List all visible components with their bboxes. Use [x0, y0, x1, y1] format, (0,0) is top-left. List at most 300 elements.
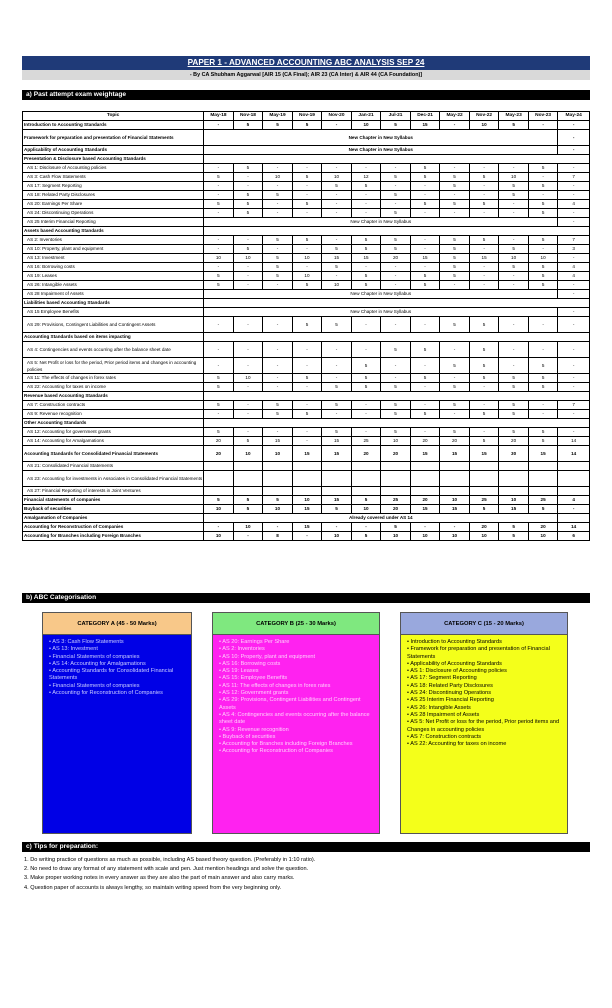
- category-b-item: • AS 29: Provisions, Contingent Liabilities and Contingent Assets: [219, 697, 373, 712]
- value-cell: -: [558, 164, 590, 173]
- column-header-attempt: Nov-23: [528, 112, 558, 121]
- value-cell: 30: [499, 446, 529, 462]
- category-c-item: • AS 28 Impairment of Assets: [407, 712, 561, 719]
- value-cell: 5: [499, 410, 529, 419]
- value-cell: -: [233, 358, 263, 374]
- table-row: [23, 182, 590, 191]
- value-cell: 14: [558, 437, 590, 446]
- value-cell: -: [204, 358, 234, 374]
- topic-cell: AS 12: Accounting for government grants: [23, 428, 204, 437]
- value-cell: [558, 462, 590, 471]
- table-row: [23, 496, 590, 505]
- value-cell: 5: [351, 383, 381, 392]
- value-cell: -: [469, 191, 499, 200]
- value-cell: 15: [410, 121, 440, 130]
- category-c-box: [400, 612, 568, 834]
- value-cell: -: [322, 121, 352, 130]
- value-cell: 5: [233, 245, 263, 254]
- value-cell: 4: [558, 200, 590, 209]
- value-cell: 5: [204, 401, 234, 410]
- value-cell: [351, 462, 381, 471]
- table-row: [23, 200, 590, 209]
- category-c-item: • AS 25 Interim Financial Reporting: [407, 697, 561, 704]
- column-header-attempt: Nov-18: [233, 112, 263, 121]
- value-cell: -: [469, 401, 499, 410]
- value-cell: [410, 462, 440, 471]
- value-cell: -: [410, 236, 440, 245]
- value-cell: [292, 487, 322, 496]
- table-row: [23, 254, 590, 263]
- value-cell: -: [499, 281, 529, 290]
- value-cell: 10: [263, 505, 293, 514]
- value-cell: 5: [263, 236, 293, 245]
- value-cell: -: [233, 263, 263, 272]
- value-cell: -: [410, 383, 440, 392]
- value-cell: 5: [410, 164, 440, 173]
- value-cell: 5: [469, 317, 499, 333]
- value-cell: 5: [469, 374, 499, 383]
- value-cell: -: [233, 410, 263, 419]
- value-cell: 15: [263, 437, 293, 446]
- value-cell: 10: [440, 496, 470, 505]
- category-b-item: • AS 20: Earnings Per Share: [219, 639, 373, 646]
- value-cell: 5: [528, 209, 558, 218]
- table-row: [23, 164, 590, 173]
- category-a-item: • Financial Statements of companies: [49, 683, 185, 690]
- value-cell: -: [381, 200, 411, 209]
- value-cell: -: [263, 317, 293, 333]
- value-cell: 7: [558, 173, 590, 182]
- value-cell: [499, 487, 529, 496]
- value-cell: 20: [440, 437, 470, 446]
- value-cell: -: [204, 523, 234, 532]
- exam-weightage-table: [22, 111, 590, 541]
- topic-cell: AS 27: Financial Reporting of interests in Joint Ventures: [23, 487, 204, 496]
- topic-cell: AS 1: Disclosure of Accounting policies: [23, 164, 204, 173]
- value-cell: 5: [351, 358, 381, 374]
- value-cell: 5: [263, 191, 293, 200]
- value-cell: -: [499, 236, 529, 245]
- value-cell: 5: [204, 200, 234, 209]
- value-cell: 20: [410, 437, 440, 446]
- category-c-list: [401, 635, 567, 752]
- value-cell: -: [351, 523, 381, 532]
- value-cell: 15: [469, 254, 499, 263]
- value-cell: -: [558, 209, 590, 218]
- topic-cell: Revenue based Accounting Standards: [23, 392, 204, 401]
- value-cell: 10: [204, 505, 234, 514]
- value-cell: -: [263, 200, 293, 209]
- value-cell: 10: [528, 532, 558, 541]
- table-row: [23, 333, 590, 342]
- value-cell: -: [410, 245, 440, 254]
- value-cell: 6: [558, 532, 590, 541]
- value-cell: 4: [558, 263, 590, 272]
- value-cell: -: [233, 173, 263, 182]
- value-cell: -: [263, 428, 293, 437]
- value-cell: 5: [440, 428, 470, 437]
- value-cell: 15: [528, 446, 558, 462]
- value-cell: 5: [292, 374, 322, 383]
- value-cell: 5: [499, 182, 529, 191]
- value-cell: 5: [204, 496, 234, 505]
- topic-cell: AS 7: Construction contracts: [23, 401, 204, 410]
- value-cell: 5: [381, 121, 411, 130]
- span-note-cell: New Chapter in New Syllabus: [204, 308, 558, 317]
- value-cell: -: [381, 317, 411, 333]
- value-cell: 15: [469, 446, 499, 462]
- value-cell: -: [322, 342, 352, 358]
- value-cell: -: [528, 121, 558, 130]
- value-cell: 5: [351, 281, 381, 290]
- value-cell: 5: [499, 121, 529, 130]
- category-a-item: • Financial Statements of companies: [49, 654, 185, 661]
- topic-cell: AS 22: Accounting for taxes on income: [23, 383, 204, 392]
- value-cell: 14: [558, 446, 590, 462]
- topic-cell: AS 24: Discontinuing Operations: [23, 209, 204, 218]
- value-cell: 20: [381, 446, 411, 462]
- table-row: [23, 532, 590, 541]
- category-b-item: • AS 15: Employee Benefits: [219, 675, 373, 682]
- value-cell: 5: [292, 173, 322, 182]
- column-header-topic: Topic: [23, 112, 204, 121]
- value-cell: 10: [351, 505, 381, 514]
- value-cell: -: [410, 182, 440, 191]
- value-cell: -: [440, 374, 470, 383]
- topic-cell: AS 16: Borrowing costs: [23, 263, 204, 272]
- value-cell: -: [558, 308, 590, 317]
- value-cell: 5: [499, 401, 529, 410]
- value-cell: -: [292, 209, 322, 218]
- value-cell: -: [292, 437, 322, 446]
- value-cell: 5: [292, 200, 322, 209]
- category-c-item: • AS 18: Related Party Disclosures: [407, 683, 561, 690]
- value-cell: 15: [292, 446, 322, 462]
- topic-cell: AS 2: Inventories: [23, 236, 204, 245]
- category-c-title: CATEGORY C (15 - 20 Marks): [401, 613, 567, 635]
- value-cell: -: [292, 383, 322, 392]
- tips-list: [24, 856, 584, 893]
- value-cell: 5: [292, 317, 322, 333]
- value-cell: -: [558, 317, 590, 333]
- topic-cell: Assets based Accounting Standards: [23, 227, 204, 236]
- column-header-attempt: Jan-21: [351, 112, 381, 121]
- value-cell: -: [263, 342, 293, 358]
- topic-cell: AS 17: Segment Reporting: [23, 182, 204, 191]
- value-cell: -: [558, 218, 590, 227]
- value-cell: 5: [440, 317, 470, 333]
- value-cell: 5: [499, 383, 529, 392]
- value-cell: [381, 462, 411, 471]
- topic-cell: AS 9: Revenue recognition: [23, 410, 204, 419]
- value-cell: -: [381, 263, 411, 272]
- value-cell: 5: [440, 263, 470, 272]
- value-cell: -: [499, 342, 529, 358]
- category-b-item: • AS 11: The effects of changes in forex rates: [219, 683, 373, 690]
- value-cell: 5: [410, 200, 440, 209]
- table-row: [23, 374, 590, 383]
- value-cell: -: [528, 317, 558, 333]
- value-cell: 5: [499, 428, 529, 437]
- value-cell: 5: [292, 281, 322, 290]
- table-row: [23, 505, 590, 514]
- value-cell: 10: [233, 374, 263, 383]
- value-cell: 5: [322, 505, 352, 514]
- category-c-item: • AS 17: Segment Reporting: [407, 675, 561, 682]
- value-cell: -: [351, 401, 381, 410]
- value-cell: -: [469, 383, 499, 392]
- value-cell: 10: [499, 173, 529, 182]
- value-cell: -: [469, 263, 499, 272]
- value-cell: 5: [204, 374, 234, 383]
- value-cell: 5: [440, 272, 470, 281]
- value-cell: -: [528, 401, 558, 410]
- value-cell: [233, 487, 263, 496]
- value-cell: 5: [351, 496, 381, 505]
- value-cell: [528, 462, 558, 471]
- value-cell: 5: [410, 410, 440, 419]
- value-cell: -: [558, 281, 590, 290]
- table-row: [23, 410, 590, 419]
- value-cell: -: [233, 428, 263, 437]
- value-cell: 5: [263, 496, 293, 505]
- category-b-item: • Buyback of securities: [219, 734, 373, 741]
- value-cell: -: [351, 200, 381, 209]
- section-b-heading: b) ABC Categorisation: [22, 593, 590, 603]
- value-cell: -: [351, 209, 381, 218]
- value-cell: 5: [440, 236, 470, 245]
- value-cell: -: [204, 263, 234, 272]
- value-cell: [351, 487, 381, 496]
- value-cell: -: [292, 263, 322, 272]
- value-cell: -: [410, 358, 440, 374]
- value-cell: 5: [351, 272, 381, 281]
- value-cell: 10: [381, 437, 411, 446]
- value-cell: 20: [204, 437, 234, 446]
- column-header-attempt: Dec-21: [410, 112, 440, 121]
- value-cell: -: [558, 290, 590, 299]
- value-cell: -: [469, 245, 499, 254]
- group-filler-cell: [204, 392, 590, 401]
- table-row: [23, 428, 590, 437]
- value-cell: -: [558, 358, 590, 374]
- value-cell: -: [322, 236, 352, 245]
- value-cell: 5: [322, 401, 352, 410]
- value-cell: -: [440, 410, 470, 419]
- value-cell: 5: [263, 410, 293, 419]
- value-cell: -: [440, 209, 470, 218]
- value-cell: 5: [469, 505, 499, 514]
- value-cell: -: [322, 410, 352, 419]
- value-cell: [204, 471, 234, 487]
- category-b-item: • Accounting for Reconstruction of Companies: [219, 748, 373, 755]
- value-cell: -: [558, 505, 590, 514]
- value-cell: 10: [204, 254, 234, 263]
- value-cell: 5: [440, 200, 470, 209]
- span-note-cell: New Chapter in New Syllabus: [204, 130, 558, 146]
- table-body: [23, 121, 590, 541]
- table-row: [23, 290, 590, 299]
- value-cell: -: [440, 342, 470, 358]
- value-cell: -: [233, 401, 263, 410]
- value-cell: 20: [469, 523, 499, 532]
- value-cell: -: [322, 374, 352, 383]
- value-cell: -: [263, 245, 293, 254]
- tip-item: 3. Make proper working notes in every answer as they are also the part of main answer and also carry marks.: [24, 875, 295, 882]
- value-cell: 25: [351, 437, 381, 446]
- value-cell: 15: [292, 505, 322, 514]
- value-cell: -: [440, 523, 470, 532]
- value-cell: 5: [528, 182, 558, 191]
- table-header-row: [23, 112, 590, 121]
- table-row: [23, 419, 590, 428]
- category-c-item: • Introduction to Accounting Standards: [407, 639, 561, 646]
- value-cell: -: [558, 254, 590, 263]
- value-cell: 15: [322, 437, 352, 446]
- table-row: [23, 227, 590, 236]
- value-cell: 5: [469, 437, 499, 446]
- value-cell: -: [322, 209, 352, 218]
- value-cell: -: [233, 272, 263, 281]
- column-header-attempt: May-18: [204, 112, 234, 121]
- table-row: [23, 487, 590, 496]
- category-a-item: • AS 3: Cash Flow Statements: [49, 639, 185, 646]
- value-cell: -: [558, 130, 590, 146]
- page-title: PAPER 1 - ADVANCED ACCOUNTING ABC ANALYSIS SEP 24: [22, 56, 590, 70]
- value-cell: 10: [292, 254, 322, 263]
- value-cell: -: [440, 281, 470, 290]
- value-cell: 5: [469, 410, 499, 419]
- value-cell: 5: [528, 200, 558, 209]
- value-cell: -: [558, 383, 590, 392]
- value-cell: 5: [233, 191, 263, 200]
- value-cell: -: [263, 164, 293, 173]
- value-cell: -: [499, 272, 529, 281]
- value-cell: -: [528, 245, 558, 254]
- value-cell: 7: [558, 236, 590, 245]
- value-cell: 15: [440, 446, 470, 462]
- value-cell: 5: [292, 236, 322, 245]
- column-header-attempt: May-23: [499, 112, 529, 121]
- value-cell: 10: [499, 496, 529, 505]
- page-subtitle: - By CA Shubham Aggarwal [AIR 15 (CA Final); AIR 23 (CA Inter) & AIR 44 (CA Foundation)]: [22, 70, 590, 80]
- value-cell: 4: [558, 272, 590, 281]
- value-cell: -: [351, 263, 381, 272]
- category-b-item: • AS 10: Property, plant and equipment: [219, 654, 373, 661]
- value-cell: -: [499, 209, 529, 218]
- value-cell: 5: [528, 505, 558, 514]
- table-row: [23, 173, 590, 182]
- category-a-box: [42, 612, 192, 834]
- value-cell: -: [381, 281, 411, 290]
- value-cell: 5: [469, 236, 499, 245]
- value-cell: -: [499, 317, 529, 333]
- value-cell: -: [292, 191, 322, 200]
- value-cell: -: [469, 281, 499, 290]
- value-cell: -: [292, 358, 322, 374]
- column-header-attempt: Nov-22: [469, 112, 499, 121]
- category-b-item: • AS 2: Inventories: [219, 646, 373, 653]
- value-cell: 5: [528, 358, 558, 374]
- section-c-heading: c) Tips for preparation:: [22, 842, 590, 852]
- value-cell: 10: [322, 173, 352, 182]
- value-cell: -: [204, 209, 234, 218]
- value-cell: [292, 462, 322, 471]
- topic-cell: Accounting Standards for Consolidated Financial Statements: [23, 446, 204, 462]
- value-cell: 20: [528, 523, 558, 532]
- value-cell: 20: [351, 446, 381, 462]
- column-header-attempt: May-24: [558, 112, 590, 121]
- value-cell: [263, 487, 293, 496]
- value-cell: -: [558, 191, 590, 200]
- value-cell: [528, 487, 558, 496]
- value-cell: [558, 487, 590, 496]
- value-cell: [263, 462, 293, 471]
- group-filler-cell: [204, 333, 590, 342]
- value-cell: 12: [351, 173, 381, 182]
- table-row: [23, 299, 590, 308]
- value-cell: 5: [499, 374, 529, 383]
- value-cell: -: [528, 173, 558, 182]
- value-cell: [469, 487, 499, 496]
- value-cell: 15: [440, 505, 470, 514]
- value-cell: 10: [292, 272, 322, 281]
- tip-item: 2. No need to draw any format of any statement with scale and pen. Just mention headings and solve the question.: [24, 866, 309, 873]
- value-cell: 5: [292, 410, 322, 419]
- value-cell: 5: [499, 532, 529, 541]
- value-cell: 20: [410, 496, 440, 505]
- value-cell: 5: [440, 245, 470, 254]
- value-cell: -: [292, 401, 322, 410]
- value-cell: -: [410, 263, 440, 272]
- value-cell: 5: [499, 523, 529, 532]
- value-cell: [204, 487, 234, 496]
- value-cell: -: [233, 532, 263, 541]
- value-cell: 5: [233, 505, 263, 514]
- topic-cell: AS 11: The effects of changes in forex rates: [23, 374, 204, 383]
- topic-cell: AS 14: Accounting for Amalgamations: [23, 437, 204, 446]
- value-cell: 5: [499, 191, 529, 200]
- value-cell: -: [263, 523, 293, 532]
- category-a-item: • AS 14: Accounting for Amalgamations: [49, 661, 185, 668]
- value-cell: -: [233, 317, 263, 333]
- value-cell: 5: [263, 401, 293, 410]
- value-cell: -: [381, 374, 411, 383]
- table-row: [23, 317, 590, 333]
- value-cell: [322, 471, 352, 487]
- category-b-item: • AS 16: Borrowing costs: [219, 661, 373, 668]
- tip-item: 4. Question paper of accounts is always lengthy, so maintain writing speed from the very beginning only.: [24, 884, 282, 891]
- category-c-item: • Framework for preparation and presentation of Financial Statements: [407, 646, 561, 661]
- value-cell: [292, 471, 322, 487]
- value-cell: -: [558, 146, 590, 155]
- value-cell: -: [292, 245, 322, 254]
- value-cell: 5: [528, 236, 558, 245]
- topic-cell: AS 19: Leases: [23, 272, 204, 281]
- category-b-item: • AS 12: Government grants: [219, 690, 373, 697]
- value-cell: -: [469, 428, 499, 437]
- table-row: [23, 523, 590, 532]
- value-cell: -: [233, 182, 263, 191]
- table-row: [23, 130, 590, 146]
- value-cell: 5: [381, 245, 411, 254]
- topic-cell: Amalgamation of Companies: [23, 514, 204, 523]
- value-cell: -: [558, 121, 590, 130]
- value-cell: -: [410, 317, 440, 333]
- category-b-box: [212, 612, 380, 834]
- value-cell: 5: [351, 236, 381, 245]
- value-cell: 5: [322, 317, 352, 333]
